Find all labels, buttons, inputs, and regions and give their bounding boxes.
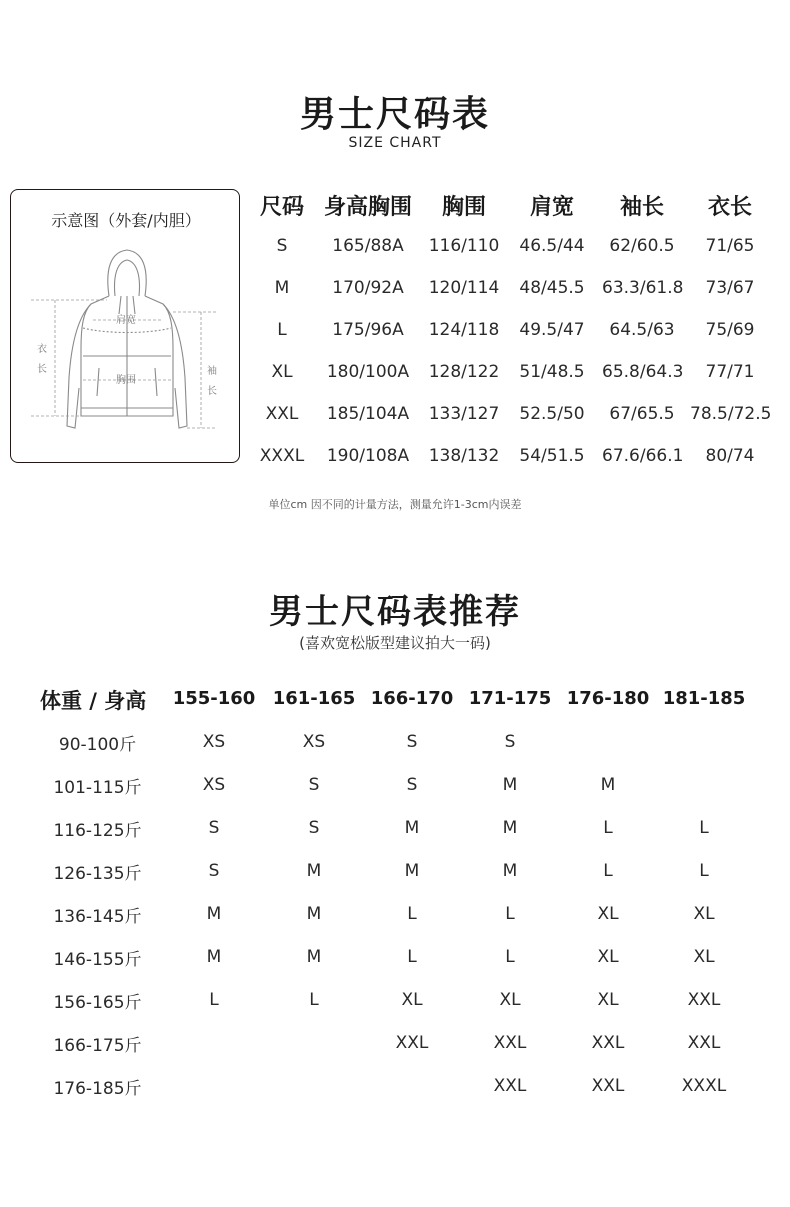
size-chart-cell: 165/88A (332, 236, 404, 256)
diagram-label: 示意图（外套/内胆） (51, 211, 201, 230)
header-sleeve: 袖长 (619, 195, 664, 220)
recommended-size-cell: L (699, 861, 709, 881)
size-chart-cell: 175/96A (332, 320, 404, 340)
recommended-size-cell: S (208, 861, 220, 881)
recommended-size-cell: XL (693, 947, 715, 967)
recommended-size-cell: XL (597, 990, 619, 1010)
size-chart-cell: 71/65 (705, 236, 755, 256)
size-chart-title: 男士尺码表 (299, 94, 490, 135)
size-chart-cell: 120/114 (428, 278, 500, 298)
size-chart-cell: 138/132 (428, 446, 500, 466)
recommended-size-cell: S (504, 732, 516, 752)
size-chart-cell: 133/127 (428, 404, 500, 424)
size-chart-cell: XXXL (259, 446, 305, 466)
height-header: 155-160 (172, 688, 256, 709)
size-chart-subtitle: SIZE CHART (348, 135, 442, 151)
size-chart-cell: 63.3/61.8 (602, 278, 684, 298)
size-chart-cell: XXL (265, 404, 299, 424)
recommended-size-cell: L (407, 947, 417, 967)
recommended-size-cell: S (208, 818, 220, 838)
size-chart-cell: 170/92A (332, 278, 404, 298)
recommended-size-cell: M (306, 947, 322, 967)
height-header: 181-185 (662, 688, 746, 709)
recommended-size-cell: XL (401, 990, 423, 1010)
recommended-size-cell: L (407, 904, 417, 924)
recommended-size-cell: M (306, 861, 322, 881)
size-chart-cell: 62/60.5 (609, 236, 675, 256)
weight-label: 116-125斤 (53, 821, 142, 841)
sleeve-label-2: 长 (207, 386, 217, 397)
recommended-size-cell: M (206, 904, 222, 924)
recommended-size-cell: XL (693, 904, 715, 924)
chest-label: 胸围 (116, 375, 136, 386)
weight-label: 146-155斤 (53, 950, 142, 970)
recommended-size-cell: L (309, 990, 319, 1010)
recommend-title: 男士尺码表推荐 (269, 592, 521, 632)
size-chart-cell: 190/108A (326, 446, 410, 466)
height-header: 166-170 (370, 688, 454, 709)
sleeve-label-1: 袖 (207, 366, 217, 377)
recommended-size-cell: L (505, 904, 515, 924)
measurement-note: 单位cm 因不同的计量方法，测量允许1-3cm内误差 (268, 498, 522, 511)
weight-label: 101-115斤 (53, 778, 142, 798)
height-header: 171-175 (468, 688, 552, 709)
recommend-subtitle: (喜欢宽松版型建议拍大一码) (299, 634, 491, 652)
recommended-size-cell: XXL (687, 1033, 721, 1053)
size-chart-cell: 49.5/47 (519, 320, 585, 340)
recommended-size-cell: M (206, 947, 222, 967)
size-chart-cell: 128/122 (428, 362, 500, 382)
size-chart-cell: 54/51.5 (519, 446, 585, 466)
size-chart-cell: L (277, 320, 287, 340)
header-length: 衣长 (707, 195, 752, 220)
header-chest: 胸围 (441, 195, 486, 220)
recommended-size-cell: XXL (687, 990, 721, 1010)
size-chart-cell: 116/110 (428, 236, 500, 256)
recommended-size-cell: S (308, 818, 320, 838)
recommended-size-cell: XS (302, 732, 326, 752)
weight-label: 176-185斤 (53, 1079, 142, 1099)
header-height-chest: 身高胸围 (323, 195, 412, 220)
header-size: 尺码 (259, 195, 304, 220)
weight-height-header: 体重 / 身高 (40, 689, 147, 713)
recommended-size-cell: L (603, 818, 613, 838)
size-chart-cell: 77/71 (705, 362, 755, 382)
size-chart-cell: 64.5/63 (609, 320, 675, 340)
recommended-size-cell: XXL (591, 1076, 625, 1096)
size-chart-cell: 80/74 (705, 446, 755, 466)
size-chart-cell: 75/69 (705, 320, 755, 340)
size-chart-cell: 52.5/50 (519, 404, 585, 424)
recommended-size-cell: M (404, 818, 420, 838)
size-chart-cell: M (274, 278, 290, 298)
shoulder-label: 肩宽 (116, 315, 136, 326)
size-chart-cell: 48/45.5 (519, 278, 585, 298)
recommended-size-cell: L (209, 990, 219, 1010)
recommended-size-cell: XXXL (681, 1076, 727, 1096)
recommended-size-cell: L (505, 947, 515, 967)
recommended-size-cell: L (603, 861, 613, 881)
length-label-2: 长 (37, 364, 47, 375)
recommended-size-cell: M (600, 775, 616, 795)
recommended-size-cell: M (502, 818, 518, 838)
size-chart-cell: 51/48.5 (519, 362, 585, 382)
weight-label: 166-175斤 (53, 1036, 142, 1056)
weight-label: 156-165斤 (53, 993, 142, 1013)
jacket-diagram-box (10, 189, 240, 463)
header-shoulder: 肩宽 (529, 195, 574, 220)
size-chart-cell: 185/104A (326, 404, 410, 424)
size-chart-cell: 46.5/44 (519, 236, 585, 256)
recommended-size-cell: S (406, 775, 418, 795)
recommended-size-cell: XXL (395, 1033, 429, 1053)
weight-label: 126-135斤 (53, 864, 142, 884)
recommended-size-cell: M (404, 861, 420, 881)
recommended-size-cell: XL (499, 990, 521, 1010)
size-chart-cell: 180/100A (326, 362, 410, 382)
recommended-size-cell: M (502, 861, 518, 881)
recommended-size-cell: L (699, 818, 709, 838)
recommended-size-cell: XL (597, 947, 619, 967)
size-chart-cell: 67/65.5 (609, 404, 675, 424)
size-chart-cell: XL (271, 362, 293, 382)
weight-label: 90-100斤 (58, 735, 137, 755)
recommended-size-cell: S (308, 775, 320, 795)
recommended-size-cell: XL (597, 904, 619, 924)
height-header: 161-165 (272, 688, 356, 709)
recommended-size-cell: XXL (591, 1033, 625, 1053)
size-chart-cell: 73/67 (705, 278, 755, 298)
recommended-size-cell: XXL (493, 1033, 527, 1053)
size-chart-cell: 78.5/72.5 (690, 404, 772, 424)
size-chart-cell: 65.8/64.3 (602, 362, 684, 382)
size-chart-cell: 124/118 (428, 320, 500, 340)
recommended-size-cell: M (306, 904, 322, 924)
size-chart-cell: 67.6/66.1 (602, 446, 684, 466)
recommended-size-cell: S (406, 732, 418, 752)
length-label-1: 衣 (37, 344, 47, 355)
recommended-size-cell: XS (202, 775, 226, 795)
size-chart-cell: S (276, 236, 288, 256)
recommended-size-cell: M (502, 775, 518, 795)
weight-label: 136-145斤 (53, 907, 142, 927)
recommended-size-cell: XXL (493, 1076, 527, 1096)
recommended-size-cell: XS (202, 732, 226, 752)
jacket-illustration-icon (11, 238, 241, 462)
height-header: 176-180 (566, 688, 650, 709)
